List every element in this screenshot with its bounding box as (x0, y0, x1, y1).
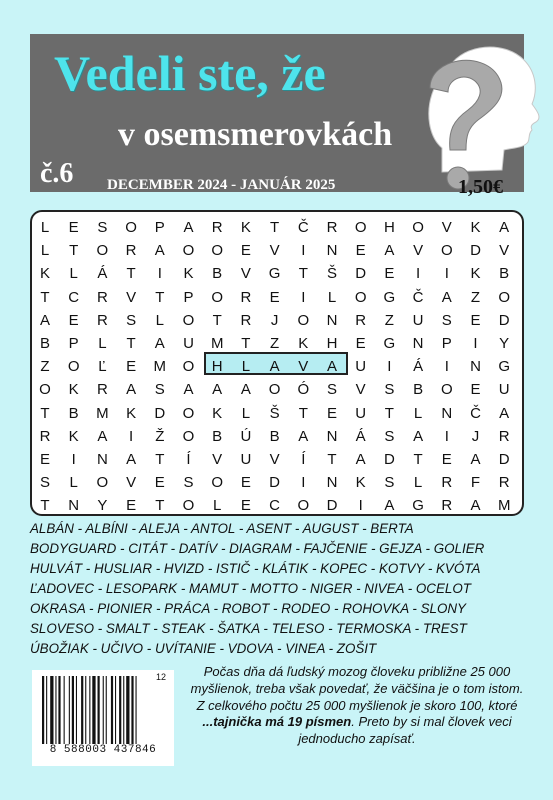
grid-letter: I (157, 265, 162, 283)
grid-letter: K (68, 381, 79, 399)
grid-letter: B (499, 265, 510, 283)
grid-letter: A (499, 219, 510, 236)
grid-letter: N (96, 451, 108, 468)
grid-letter: K (470, 265, 481, 283)
grid-letter: O (39, 381, 51, 399)
grid-letter: Í (301, 451, 306, 468)
grid-letter: V (355, 381, 366, 399)
info-text-part: . Preto by si mal človek veci jednoducho zapísať. (298, 714, 512, 747)
grid-letter: E (126, 497, 137, 515)
grid-letter: T (241, 335, 251, 352)
grid-letter: R (39, 427, 51, 445)
grid-letter: L (69, 474, 78, 492)
grid-letter: S (441, 311, 452, 329)
grid-letter: Š (269, 404, 280, 422)
grid-letter: S (39, 474, 50, 492)
grid-letter: T (384, 404, 394, 422)
grid-letter: N (326, 427, 338, 445)
grid-letter: S (183, 474, 194, 492)
grid-letter: V (126, 288, 137, 306)
grid-letter: T (270, 219, 280, 236)
grid-letter: A (183, 381, 194, 399)
grid-letter: T (212, 311, 222, 329)
grid-letter: T (40, 404, 50, 422)
grid-letter: D (154, 404, 166, 422)
grid-letter: A (240, 381, 251, 399)
grid-letter: S (126, 311, 137, 329)
grid-letter: O (182, 311, 195, 329)
grid-letter: K (240, 219, 251, 236)
grid-letter: R (498, 427, 510, 445)
grid-letter: Z (470, 288, 481, 306)
grid-letter: O (211, 242, 224, 260)
grid-letter: A (154, 335, 165, 352)
grid-letter: L (213, 497, 222, 515)
grid-letter: O (211, 288, 224, 306)
grid-letter: U (183, 335, 194, 352)
grid-letter: O (440, 381, 453, 399)
grid-letter: A (499, 404, 510, 422)
grid-letter: E (355, 242, 366, 260)
grid-letter: T (155, 451, 165, 468)
grid-letter: M (96, 404, 109, 422)
grid-letter: K (355, 474, 366, 492)
grid-letter: E (240, 242, 251, 260)
grid-letter: B (212, 265, 223, 283)
grid-letter: Č (297, 219, 309, 236)
grid-letter: E (441, 451, 452, 468)
grid-letter: U (355, 404, 367, 422)
grid-letter: O (297, 497, 310, 515)
grid-letter: K (183, 265, 194, 283)
grid-letter: O (498, 288, 511, 306)
grid-letter: O (412, 219, 424, 236)
grid-letter: A (441, 288, 452, 306)
grid-letter: A (470, 451, 481, 468)
grid-letter: O (182, 404, 195, 422)
word-list-line: BODYGUARD - CITÁT - DATÍV - DIAGRAM - FAJČENIE - GEJZA - GOLIER (30, 541, 485, 556)
grid-letter: T (126, 335, 136, 352)
grid-letter: P (441, 335, 452, 352)
grid-letter: O (354, 288, 367, 306)
grid-letter: G (412, 497, 424, 515)
grid-letter: A (298, 427, 309, 445)
grid-letter: Č (412, 288, 424, 306)
grid-letter: T (298, 265, 308, 283)
grid-letter: A (355, 451, 366, 468)
grid-letter: O (125, 219, 137, 236)
issue-number: č.6 (40, 158, 74, 189)
grid-letter: D (470, 242, 481, 260)
grid-letter: O (440, 242, 453, 260)
grid-letter: R (96, 288, 108, 306)
grid-letter: S (384, 427, 395, 445)
grid-letter: Ž (155, 427, 165, 445)
grid-letter: G (498, 358, 511, 376)
grid-letter: R (240, 288, 252, 306)
grid-letter: L (40, 242, 50, 260)
grid-letter: E (240, 497, 251, 515)
issue-date: DECEMBER 2024 - JANUÁR 2025 (107, 177, 336, 193)
grid-letter: A (326, 358, 337, 376)
grid-letter: J (471, 427, 480, 445)
grid-letter: I (416, 265, 421, 283)
word-list-line: OKRASA - PIONIER - PRÁCA - ROBOT - RODEO - ROHOVKA - SLONY (30, 601, 466, 616)
word-list-line: ÚBOŽIAK - UČIVO - UVÍTANIE - VDOVA - VINEA - ZOŠIT (30, 641, 377, 656)
grid-letter: L (413, 474, 423, 492)
grid-letter: O (182, 358, 195, 376)
grid-letter: G (268, 265, 281, 283)
grid-letter: N (470, 358, 481, 376)
grid-letter: K (470, 219, 481, 236)
grid-letter: I (71, 451, 76, 468)
grid-letter: V (126, 474, 137, 492)
grid-letter: T (69, 242, 79, 260)
grid-letter: A (39, 311, 50, 329)
grid-letter: K (126, 404, 137, 422)
grid-letter: I (387, 358, 392, 376)
grid-letter: V (499, 242, 510, 260)
grid-letter: V (269, 451, 280, 468)
grid-letter: Ľ (98, 358, 107, 376)
grid-letter: V (240, 265, 251, 283)
grid-letter: G (383, 335, 396, 352)
grid-letter: U (498, 381, 510, 399)
grid-letter: O (67, 358, 80, 376)
grid-letter: A (126, 381, 137, 399)
grid-letter: Á (97, 265, 108, 283)
grid-letter: K (298, 335, 309, 352)
grid-letter: V (441, 219, 452, 236)
grid-letter: B (39, 335, 50, 352)
barcode-addon: 12 (156, 672, 167, 682)
grid-letter: B (68, 404, 79, 422)
grid-letter: A (97, 427, 108, 445)
grid-letter: O (182, 242, 195, 260)
grid-letter: E (68, 311, 79, 329)
grid-letter: T (155, 497, 165, 515)
grid-letter: L (241, 404, 251, 422)
grid-letter: D (383, 451, 395, 468)
grid-letter: V (298, 358, 309, 376)
grid-letter: V (413, 242, 424, 260)
grid-letter: O (354, 219, 367, 236)
grid-letter: I (444, 358, 449, 376)
grid-letter: K (212, 404, 223, 422)
barcode (32, 670, 174, 766)
grid-letter: E (126, 358, 137, 376)
grid-letter: E (326, 404, 337, 422)
grid-letter: U (240, 451, 252, 468)
grid-letter: D (355, 265, 367, 283)
grid-letter: D (269, 474, 281, 492)
grid-letter: Z (384, 311, 394, 329)
grid-letter: E (240, 474, 251, 492)
grid-letter: R (441, 497, 453, 515)
barcode-number: 8 588003 437846 (49, 744, 157, 756)
grid-letter: U (355, 358, 367, 376)
grid-letter: N (326, 311, 338, 329)
grid-letter: G (383, 288, 396, 306)
grid-letter: P (183, 288, 194, 306)
grid-letter: A (154, 242, 165, 260)
grid-letter: S (97, 219, 108, 236)
grid-letter: S (326, 381, 337, 399)
info-text-bold: ...tajnička má 19 písmen (202, 714, 352, 730)
magazine-title: Vedeli ste, že (54, 45, 326, 101)
grid-letter: N (441, 404, 453, 422)
grid-letter: O (96, 474, 109, 492)
grid-letter: E (68, 219, 79, 236)
grid-letter: E (154, 474, 165, 492)
grid-letter: Z (40, 358, 50, 376)
grid-letter: I (444, 265, 449, 283)
grid-letter: I (473, 335, 478, 352)
word-list-line: HULVÁT - HUSLIAR - HVIZD - ISTIČ - KLÁTIK - KOPEC - KOTVY - KVÓTA (30, 561, 481, 576)
grid-letter: B (212, 427, 223, 445)
grid-letter: O (297, 311, 310, 329)
price: 1,50€ (458, 176, 503, 198)
grid-letter: O (268, 381, 281, 399)
grid-letter: O (96, 242, 109, 260)
grid-letter: A (470, 497, 481, 515)
grid-letter: S (154, 381, 165, 399)
grid-letter: V (212, 451, 223, 468)
grid-letter: C (68, 288, 80, 306)
grid-letter: R (125, 242, 137, 260)
grid-letter: A (413, 427, 424, 445)
grid-letter: E (269, 288, 280, 306)
grid-letter: U (412, 311, 424, 329)
grid-letter: H (383, 219, 395, 236)
grid-letter: Á (413, 358, 424, 376)
grid-letter: Y (499, 335, 510, 352)
grid-letter: H (211, 358, 223, 376)
grid-letter: L (155, 311, 164, 329)
grid-letter: E (355, 335, 366, 352)
grid-letter: K (68, 427, 79, 445)
grid-letter: B (269, 427, 280, 445)
grid-letter: M (210, 335, 224, 352)
grid-letter: A (384, 242, 395, 260)
grid-letter: L (241, 358, 251, 376)
grid-letter: T (413, 451, 423, 468)
grid-letter: R (240, 311, 252, 329)
grid-letter: L (40, 219, 50, 236)
grid-letter: A (384, 497, 395, 515)
grid-letter: P (68, 335, 79, 352)
grid-letter: Y (97, 497, 108, 515)
grid-letter: I (301, 288, 306, 306)
grid-letter: I (129, 427, 134, 445)
info-text (190, 664, 524, 748)
grid-letter: T (126, 265, 136, 283)
grid-letter: A (183, 219, 194, 236)
grid-letter: B (413, 381, 424, 399)
grid-letter: D (498, 451, 510, 468)
grid-letter: D (326, 497, 338, 515)
grid-letter: E (470, 381, 481, 399)
grid-letter: I (301, 474, 306, 492)
grid-letter: T (155, 288, 165, 306)
grid-letter: P (154, 219, 165, 236)
word-list-line: ALBÁN - ALBÍNI - ALEJA - ANTOL - ASENT - AUGUST - BERTA (30, 521, 414, 536)
grid-letter: T (40, 288, 50, 306)
magazine-subtitle: v osemsmerovkách (118, 116, 393, 153)
grid-letter: Ó (297, 381, 310, 399)
grid-letter: F (470, 474, 481, 492)
grid-letter: I (301, 242, 306, 260)
grid-letter: E (384, 265, 395, 283)
grid-letter: K (39, 265, 50, 283)
grid-letter: S (384, 381, 395, 399)
info-text-part: Počas dňa dá ľudský mozog človeku približne 25 000 myšlienok, treba však povedať, že väčšina je o tom istom. Z celkového počtu 25 000 myšlienok je skoro 100, ktoré (190, 664, 524, 713)
grid-letter: Č (470, 404, 481, 422)
grid-letter: R (441, 474, 453, 492)
grid-letter: M (497, 497, 511, 515)
grid-letter: V (269, 242, 280, 260)
grid-letter: R (326, 219, 338, 236)
word-list-line: ĽADOVEC - LESOPARK - MAMUT - MOTTO - NIGER - NIVEA - OCELOT (30, 581, 471, 596)
grid-letter: H (326, 335, 338, 352)
grid-letter: D (498, 311, 510, 329)
grid-letter: I (444, 427, 449, 445)
grid-letter: O (211, 474, 224, 492)
grid-letter: I (358, 497, 363, 515)
grid-letter: A (126, 451, 137, 468)
grid-letter: L (69, 265, 78, 283)
grid-letter: Ú (240, 427, 252, 445)
grid-letter: Í (186, 451, 191, 468)
grid-letter: L (327, 288, 337, 306)
grid-letter: Á (355, 427, 366, 445)
grid-letter: J (270, 311, 279, 329)
grid-letter: L (98, 335, 107, 352)
grid-letter: T (40, 497, 50, 515)
grid-letter: Z (270, 335, 280, 352)
grid-letter: S (384, 474, 395, 492)
grid-letter: O (182, 427, 195, 445)
grid-letter: R (96, 311, 108, 329)
grid-letter: E (470, 311, 481, 329)
barcode-bars (42, 676, 164, 744)
grid-letter: N (326, 474, 338, 492)
grid-letter: A (269, 358, 280, 376)
grid-letter: E (39, 451, 50, 468)
grid-letter: R (96, 381, 108, 399)
word-list-line: SLOVESO - SMALT - STEAK - ŠATKA - TELESO - TERMOSKA - TREST (30, 621, 467, 636)
grid-letter: N (326, 242, 338, 260)
grid-letter: L (413, 404, 423, 422)
grid-letter: T (327, 451, 337, 468)
grid-letter: O (182, 497, 195, 515)
grid-letter: T (298, 404, 308, 422)
grid-letter: N (412, 335, 424, 352)
grid-letter: R (211, 219, 223, 236)
grid-letter: M (153, 358, 167, 376)
grid-letter: C (269, 497, 281, 515)
grid-letter: A (212, 381, 223, 399)
grid-letter: R (355, 311, 367, 329)
grid-letter: N (68, 497, 80, 515)
grid-letter: R (498, 474, 510, 492)
grid-letter: Š (326, 265, 337, 283)
